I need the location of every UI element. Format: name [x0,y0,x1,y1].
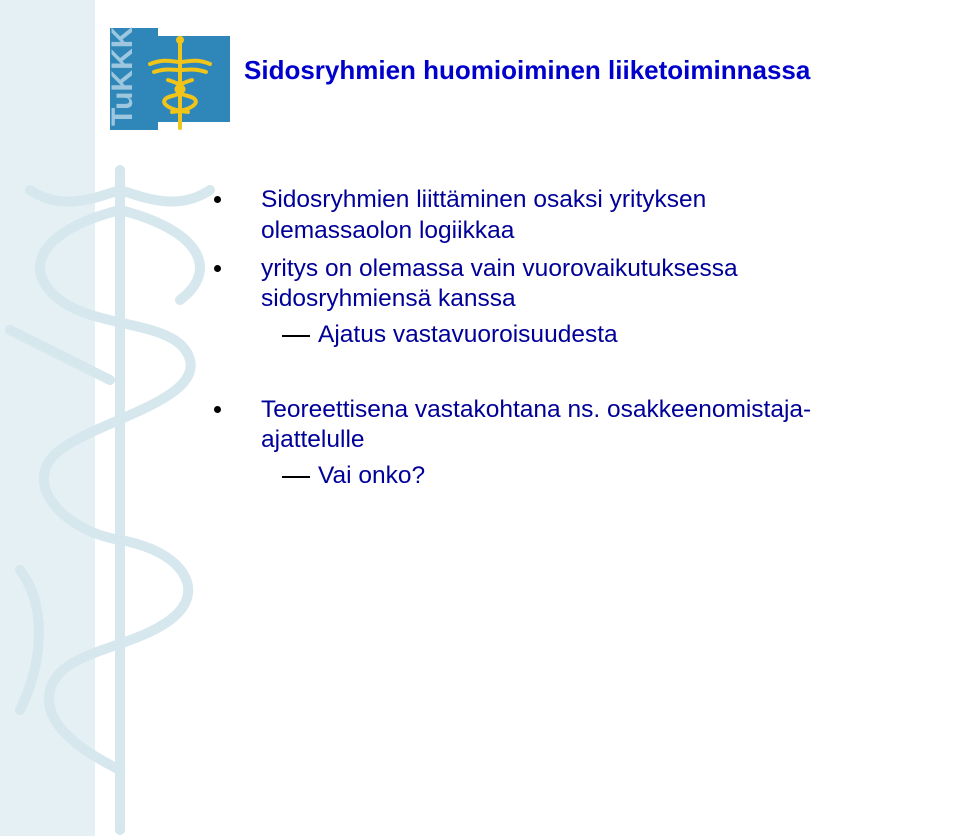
slide-title: Sidosryhmien huomioiminen liiketoiminnassa [244,55,811,85]
bullet-2-line-2: sidosryhmiensä kanssa [261,285,516,312]
bullet-2-line-1: yritys on olemassa vain vuorovaikutuksessa [261,255,738,282]
bullet-3-sub: Vai onko? [318,462,426,489]
sub-bullet-dash [282,335,310,337]
sub-bullet-dash [282,476,310,478]
bullet-2-sub: Ajatus vastavuoroisuudesta [318,321,618,348]
bullet-1-line-1: Sidosryhmien liittäminen osaksi yrityksen [261,186,707,213]
bullet-dot [214,265,221,272]
bullet-3-line-2: ajattelulle [261,426,365,453]
bullet-3-line-1: Teoreettisena vastakohtana ns. osakkeenomistaja- [261,396,812,423]
bullet-dot [214,196,221,203]
bullet-dot [214,406,221,413]
logo-text: TuKKK [106,26,139,126]
bullet-1-line-2: olemassaolon logiikkaa [261,217,515,244]
